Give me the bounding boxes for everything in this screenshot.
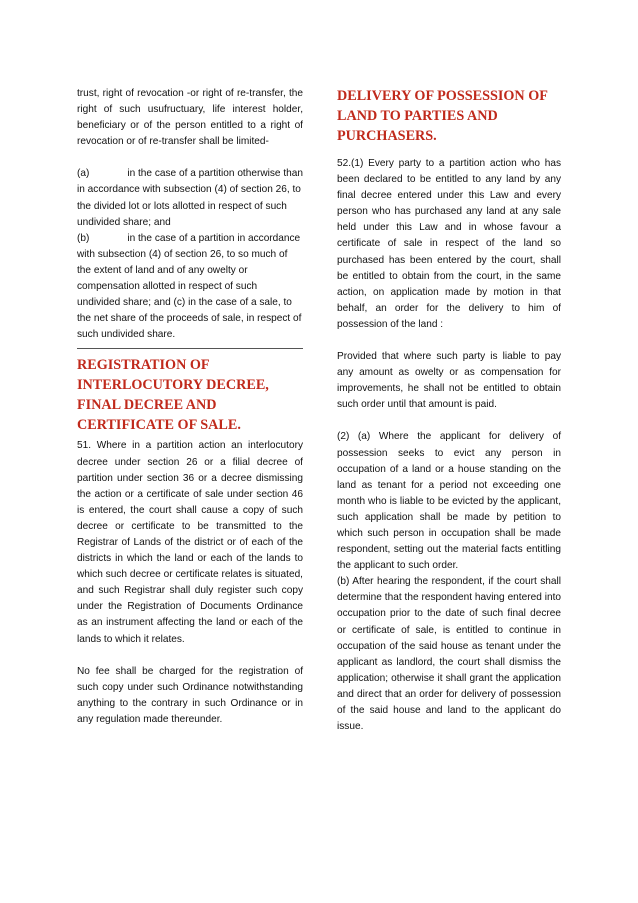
section-52-1: 52.(1) Every party to a partition action who has been declared to be entitled to any land by any final decree entered under this Law and every person who has purchased any land at any sale held under this Law and in whose favour a certificate of sale in respect of the land so purchased has been entered by the court, shall be entitled to obtain from the court, in the same action, on application made by motion in that behalf, an order for the delivery to him of possession of the land : [337, 158, 561, 330]
fee-paragraph: No fee shall be charged for the registration of such copy under such Ordinance notwithstanding anything to the contrary in such Ordinance or in any regulation made thereunder. [77, 665, 303, 725]
intro-paragraph: trust, right of revocation -or right of re-transfer, the right of such usufructuary, life interest holder, beneficiary or of the person entitled to a right of revocation or of re-transfer shall be limited- [77, 88, 303, 148]
section-51: 51. Where in a partition action an interlocutory decree under section 26 or a filial decree of partition under section 36 or a decree dismissing the action or a certificate of sale under section 46 is entered, the court shall cause a copy of such decree or certificate to be transmitted to the Registrar of Lands of the district or of each of the districts in which the land or each of the lands to which such decree or certificate relates is situated, and such Registrar shall duly register such copy under the Registration of Documents Ordinance as an instrument affecting the land or each of the lands to which it relates. [77, 440, 303, 645]
left-column [77, 86, 303, 728]
clause-a-label: (a) [77, 168, 90, 180]
divider [77, 348, 303, 349]
clause-b-label: (b) [77, 232, 90, 244]
clause-a [77, 166, 303, 230]
clause-b-text: in the case of a partition in accordance with subsection (4) of section 26, to so much of the extent of land and of any owelty or compensation allotted in respect of such undivided share; and (c) in the case of a sale, to the net share of the proceeds of sale, in respect of such undivided share. [77, 232, 302, 341]
proviso: Provided that where such party is liable to pay any amount as owelty or as compensation for improvements, he shall not be entitled to obtain such order until that amount is paid. [337, 351, 561, 411]
section-52-2b: (b) After hearing the respondent, if the court shall determine that the respondent having entered into occupation prior to the date of such final decree or certificate of sale, is entitled to continue in occupation of the said house as tenant under the applicant as landlord, the court shall dismiss the application; otherwise it shall grant the application and direct that an order for delivery of possession of the said house and land to the applicant do issue. [337, 576, 561, 733]
clause-a-text: in the case of a partition otherwise than in accordance with subsection (4) of section 26, to the divided lot or lots allotted in respect of such undivided share; and [77, 168, 303, 228]
registration-heading: REGISTRATION OF INTERLOCUTORY DECREE, FINAL DECREE AND CERTIFICATE OF SALE. [77, 357, 269, 434]
right-column [337, 86, 561, 735]
section-52-2a: (2) (a) Where the applicant for delivery of possession seeks to evict any person in occupation of a land or a house standing on the land as tenant for a period not exceeding one month who is liable to be evicted by the applicant, such application shall be made by petition to which such person in occupation shall be made respondent, setting out the material facts entitling the applicant to such order. [337, 431, 561, 572]
clause-b [77, 231, 303, 344]
delivery-heading: DELIVERY OF POSSESSION OF LAND TO PARTIES AND PURCHASERS. [337, 88, 548, 144]
